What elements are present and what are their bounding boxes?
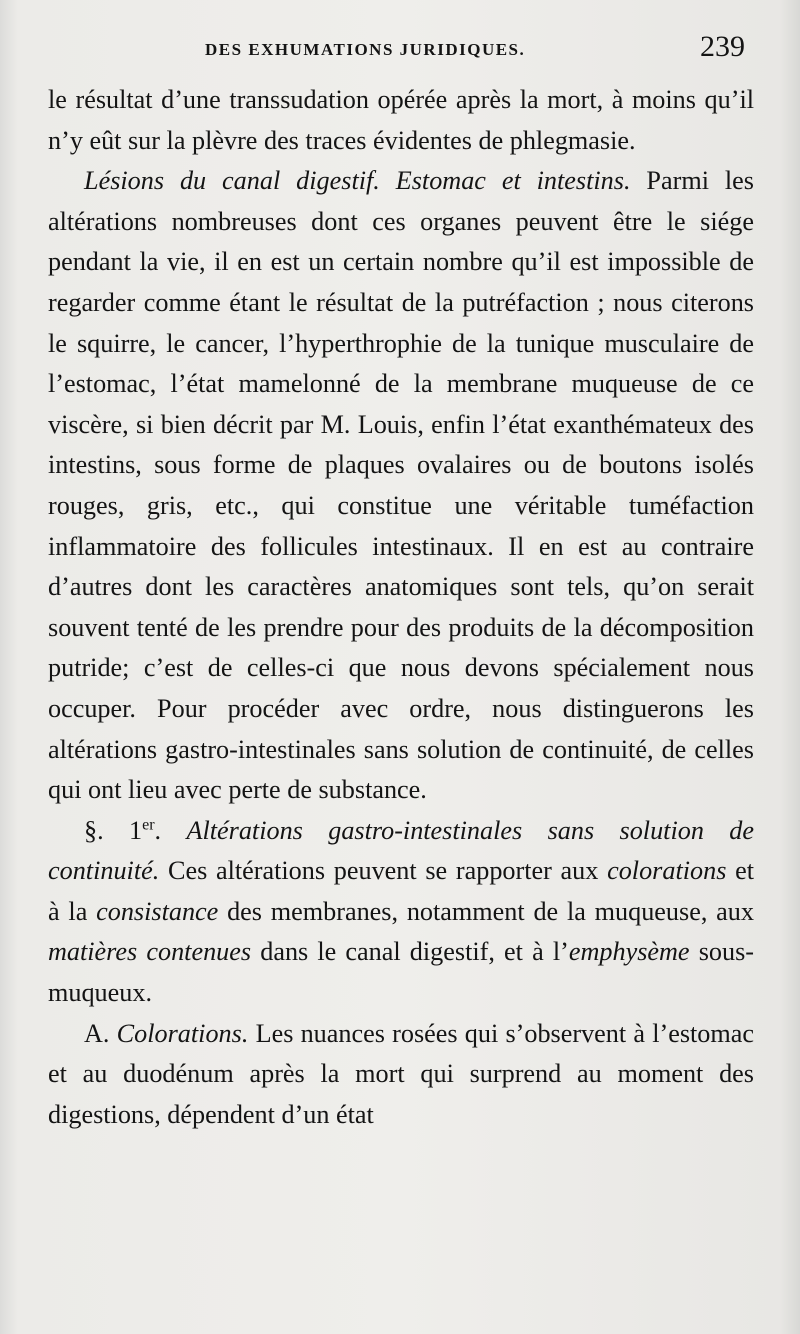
text-span: dans le canal digestif, et à l’ (251, 937, 569, 967)
paragraph-p3 (48, 811, 754, 1014)
text-span: Les nuances rosées qui s’observent à l’estomac et au duodénum après la mort qui surprend au moment des digestions, dépendent d’un état (48, 1018, 754, 1129)
running-head: DES EXHUMATIONS JURIDIQUES. (205, 40, 526, 59)
paragraph-p1 (48, 80, 754, 161)
text-span: emphysème (568, 937, 690, 967)
page-number: 239 (700, 30, 745, 63)
text-span: er (142, 815, 155, 833)
text-span: §. 1 (84, 815, 143, 845)
text-span: Altérations gastro-intestinales sans solution de continuité. (48, 815, 755, 886)
text-span: matières contenues (48, 937, 252, 967)
text-span: et à la (48, 856, 754, 926)
text-span: le résultat d’une transsudation opérée après la mort, à moins qu’il n’y eût sur la plèvre des traces évidentes de phlegmasie. (48, 85, 754, 155)
body-text (48, 80, 754, 1135)
text-span: des membranes, notamment de la muqueuse, aux (218, 896, 754, 926)
text-span: A. (84, 1018, 117, 1048)
text-span: sous-muqueux. (48, 937, 754, 1008)
text-span: . (154, 815, 187, 845)
page-header (0, 30, 800, 76)
text-span: Colorations. (116, 1018, 249, 1048)
paragraph-p2 (48, 161, 754, 811)
text-span: Ces altérations peuvent se rapporter aux (159, 856, 608, 886)
text-span: Lésions du canal digestif. Estomac et intestins. (84, 166, 631, 196)
paragraph-p4 (48, 1014, 754, 1136)
text-span: colorations (607, 856, 727, 886)
text-span: consistance (96, 896, 219, 926)
text-span: Parmi les altérations nombreuses dont ces organes peuvent être le siége pendant la vie, il en est un certain nombre qu’il est impossible de regarder comme étant le résultat de la putréfaction ; nous citerons le squirre, le cancer, l’hyperthrophie de la tunique musculaire de l’estomac, l’état mamelonné de la membrane muqueuse de ce viscère, si bien décrit par M. Louis, enfin l’état exanthémateux des intestins, sous forme de plaques ovalaires ou de boutons isolés rouges, gris, etc., qui constitue une véritable tuméfaction inflammatoire des follicules intestinaux. Il en est au contraire d’autres dont les caractères anatomiques sont tels, qu’on serait souvent tenté de les prendre pour des produits de la décomposition putride; c’est de celles-ci que nous devons spécialement nous occuper. Pour procéder avec ordre, nous distinguerons les altérations gastro-intestinales sans solution de continuité, de celles qui ont lieu avec perte de substance. (48, 166, 754, 805)
